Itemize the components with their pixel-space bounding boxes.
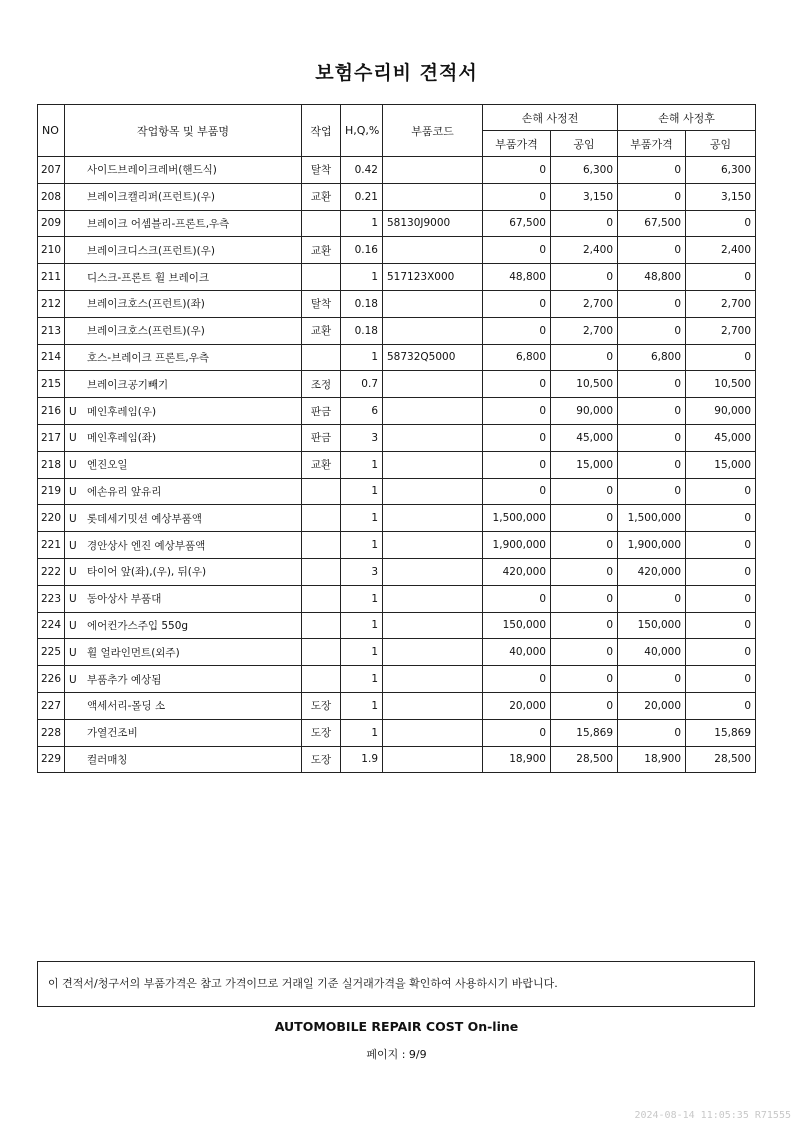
row-no: 223 [38, 585, 65, 612]
row-hq: 1 [341, 505, 383, 532]
row-before-labor: 0 [551, 692, 618, 719]
row-before-labor: 2,400 [551, 237, 618, 264]
row-no: 224 [38, 612, 65, 639]
row-hq: 1 [341, 344, 383, 371]
row-before-labor: 6,300 [551, 157, 618, 184]
row-u-flag: U [69, 405, 77, 418]
row-item-name [65, 344, 302, 371]
row-work [302, 612, 341, 639]
row-hq: 0.18 [341, 317, 383, 344]
row-before-part-price: 20,000 [483, 692, 551, 719]
row-item-name [65, 398, 302, 425]
row-after-labor: 0 [686, 478, 756, 505]
row-no: 208 [38, 183, 65, 210]
row-after-labor: 0 [686, 505, 756, 532]
row-before-part-price: 1,500,000 [483, 505, 551, 532]
row-u-flag: U [69, 673, 77, 686]
row-after-part-price: 0 [618, 451, 686, 478]
row-work [302, 210, 341, 237]
row-hq: 1 [341, 264, 383, 291]
row-after-part-price: 0 [618, 424, 686, 451]
row-after-part-price: 0 [618, 317, 686, 344]
row-part-code [383, 290, 483, 317]
row-item-name [65, 290, 302, 317]
row-item-name [65, 639, 302, 666]
row-after-labor: 0 [686, 666, 756, 693]
row-work: 조정 [302, 371, 341, 398]
row-work [302, 558, 341, 585]
row-part-code [383, 746, 483, 773]
row-item-name [65, 424, 302, 451]
table-row [38, 746, 756, 773]
row-before-labor: 10,500 [551, 371, 618, 398]
row-before-labor: 3,150 [551, 183, 618, 210]
row-before-part-price: 0 [483, 451, 551, 478]
row-after-labor: 0 [686, 532, 756, 559]
row-item-label: 부품추가 예상됨 [87, 673, 162, 686]
row-hq: 1.9 [341, 746, 383, 773]
row-u-flag: U [69, 619, 77, 632]
row-item-name [65, 210, 302, 237]
row-part-code: 58732Q5000 [383, 344, 483, 371]
row-before-part-price: 0 [483, 317, 551, 344]
row-after-part-price: 0 [618, 371, 686, 398]
row-before-labor: 0 [551, 585, 618, 612]
row-before-part-price: 0 [483, 157, 551, 184]
row-before-part-price: 6,800 [483, 344, 551, 371]
row-work [302, 505, 341, 532]
row-before-labor: 0 [551, 532, 618, 559]
row-after-labor: 0 [686, 264, 756, 291]
footer-brand: AUTOMOBILE REPAIR COST On-line [274, 1019, 519, 1034]
row-after-part-price: 6,800 [618, 344, 686, 371]
row-u-flag: U [69, 432, 77, 445]
row-before-labor: 2,700 [551, 317, 618, 344]
header-after-labor: 공임 [686, 131, 756, 157]
row-item-label: 브레이크캘리퍼(프런트)(우) [87, 191, 215, 204]
row-item-label: 타이어 앞(좌),(우), 뒤(우) [87, 566, 207, 579]
row-after-labor: 15,000 [686, 451, 756, 478]
row-before-labor: 0 [551, 666, 618, 693]
row-after-part-price: 0 [618, 585, 686, 612]
row-after-labor: 0 [686, 612, 756, 639]
row-u-flag: U [69, 566, 77, 579]
row-hq: 0.21 [341, 183, 383, 210]
row-hq: 1 [341, 719, 383, 746]
row-after-part-price: 20,000 [618, 692, 686, 719]
row-before-part-price: 0 [483, 290, 551, 317]
header-hq: H,Q,% [341, 105, 383, 157]
row-after-part-price: 0 [618, 157, 686, 184]
table-row [38, 478, 756, 505]
header-before-adjust: 손해 사정전 [483, 105, 618, 131]
row-before-part-price: 420,000 [483, 558, 551, 585]
row-after-part-price: 67,500 [618, 210, 686, 237]
row-work [302, 344, 341, 371]
row-item-label: 브레이크공기빼기 [87, 378, 169, 391]
table-row [38, 558, 756, 585]
row-part-code [383, 157, 483, 184]
row-before-labor: 90,000 [551, 398, 618, 425]
row-part-code: 517123X000 [383, 264, 483, 291]
page-number: 페이지 : 9/9 [366, 1048, 427, 1061]
row-work [302, 264, 341, 291]
row-part-code [383, 371, 483, 398]
row-hq: 1 [341, 612, 383, 639]
row-hq: 0.7 [341, 371, 383, 398]
header-after-adjust: 손해 사정후 [618, 105, 756, 131]
table-row [38, 639, 756, 666]
table-row [38, 344, 756, 371]
row-u-flag: U [69, 512, 77, 525]
row-item-label: 동아상사 부품대 [87, 593, 162, 606]
row-before-labor: 0 [551, 344, 618, 371]
price-notice: 이 견적서/청구서의 부품가격은 참고 가격이므로 거래일 기준 실거래가격을 확인하여 사용하시기 바랍니다. [37, 961, 755, 1007]
row-item-label: 브레이크 어셈블리-프론트,우측 [87, 217, 230, 230]
row-no: 209 [38, 210, 65, 237]
row-item-label: 메인후레임(우) [87, 405, 157, 418]
row-before-part-price: 0 [483, 666, 551, 693]
row-u-flag: U [69, 539, 77, 552]
row-before-part-price: 48,800 [483, 264, 551, 291]
row-item-name [65, 692, 302, 719]
row-work: 교환 [302, 451, 341, 478]
row-hq: 1 [341, 478, 383, 505]
row-after-part-price: 48,800 [618, 264, 686, 291]
row-item-name [65, 478, 302, 505]
row-item-label: 디스크-프론트 휠 브레이크 [87, 271, 210, 284]
row-work [302, 639, 341, 666]
row-no: 222 [38, 558, 65, 585]
row-hq: 3 [341, 424, 383, 451]
row-work [302, 666, 341, 693]
row-part-code [383, 505, 483, 532]
row-before-part-price: 0 [483, 719, 551, 746]
row-before-labor: 0 [551, 612, 618, 639]
row-hq: 1 [341, 666, 383, 693]
row-before-labor: 28,500 [551, 746, 618, 773]
table-row [38, 424, 756, 451]
row-after-labor: 2,700 [686, 317, 756, 344]
row-before-part-price: 0 [483, 585, 551, 612]
row-item-name [65, 746, 302, 773]
row-item-label: 액세서리-몰딩 소 [87, 700, 166, 713]
row-part-code [383, 398, 483, 425]
row-after-part-price: 420,000 [618, 558, 686, 585]
row-after-labor: 0 [686, 585, 756, 612]
row-item-name [65, 237, 302, 264]
row-item-label: 엔진오일 [87, 459, 128, 472]
print-timestamp: 2024-08-14 11:05:35 R71555 [634, 1110, 791, 1121]
row-no: 220 [38, 505, 65, 532]
row-part-code [383, 532, 483, 559]
row-work: 판금 [302, 398, 341, 425]
row-hq: 1 [341, 585, 383, 612]
row-work: 교환 [302, 183, 341, 210]
row-no: 218 [38, 451, 65, 478]
row-item-label: 경안상사 엔진 예상부품액 [87, 539, 206, 552]
header-no: NO [38, 105, 65, 157]
row-hq: 1 [341, 639, 383, 666]
table-row [38, 585, 756, 612]
row-before-labor: 2,700 [551, 290, 618, 317]
row-hq: 1 [341, 451, 383, 478]
row-item-name [65, 666, 302, 693]
row-item-label: 사이드브레이크레버(핸드식) [87, 164, 217, 177]
row-work: 교환 [302, 237, 341, 264]
table-row [38, 237, 756, 264]
table-row [38, 451, 756, 478]
document-title: 보험수리비 견적서 [315, 62, 478, 84]
row-after-labor: 2,400 [686, 237, 756, 264]
row-after-part-price: 0 [618, 398, 686, 425]
row-after-part-price: 0 [618, 719, 686, 746]
row-before-part-price: 0 [483, 237, 551, 264]
row-work: 도장 [302, 692, 341, 719]
row-no: 215 [38, 371, 65, 398]
row-part-code [383, 451, 483, 478]
row-no: 226 [38, 666, 65, 693]
row-after-part-price: 0 [618, 183, 686, 210]
table-row [38, 398, 756, 425]
row-after-part-price: 18,900 [618, 746, 686, 773]
row-after-part-price: 1,500,000 [618, 505, 686, 532]
row-after-labor: 3,150 [686, 183, 756, 210]
row-after-part-price: 0 [618, 666, 686, 693]
row-work: 도장 [302, 719, 341, 746]
table-row [38, 532, 756, 559]
row-no: 227 [38, 692, 65, 719]
row-after-labor: 45,000 [686, 424, 756, 451]
row-before-labor: 0 [551, 478, 618, 505]
row-item-name [65, 558, 302, 585]
row-work [302, 478, 341, 505]
row-part-code [383, 424, 483, 451]
row-u-flag: U [69, 459, 77, 472]
row-no: 225 [38, 639, 65, 666]
row-hq: 1 [341, 532, 383, 559]
row-item-name [65, 612, 302, 639]
row-item-name [65, 719, 302, 746]
row-after-labor: 0 [686, 210, 756, 237]
row-after-labor: 10,500 [686, 371, 756, 398]
row-hq: 1 [341, 692, 383, 719]
row-item-label: 호스-브레이크 프론트,우측 [87, 351, 210, 364]
table-row [38, 692, 756, 719]
row-work: 도장 [302, 746, 341, 773]
row-no: 213 [38, 317, 65, 344]
row-after-labor: 0 [686, 692, 756, 719]
row-after-part-price: 1,900,000 [618, 532, 686, 559]
row-work: 교환 [302, 317, 341, 344]
header-before-labor: 공임 [551, 131, 618, 157]
row-hq: 1 [341, 210, 383, 237]
row-part-code [383, 558, 483, 585]
row-before-part-price: 0 [483, 398, 551, 425]
row-item-label: 브레이크디스크(프런트)(우) [87, 244, 215, 257]
row-work: 탈착 [302, 157, 341, 184]
row-before-labor: 15,869 [551, 719, 618, 746]
row-before-part-price: 0 [483, 183, 551, 210]
header-code: 부품코드 [383, 105, 483, 157]
row-before-part-price: 18,900 [483, 746, 551, 773]
row-before-labor: 45,000 [551, 424, 618, 451]
row-work [302, 585, 341, 612]
row-before-part-price: 0 [483, 424, 551, 451]
row-before-part-price: 150,000 [483, 612, 551, 639]
table-row [38, 183, 756, 210]
row-no: 219 [38, 478, 65, 505]
row-item-label: 브레이크호스(프런트)(우) [87, 325, 205, 338]
row-part-code [383, 639, 483, 666]
row-item-label: 메인후레임(좌) [87, 432, 157, 445]
row-no: 229 [38, 746, 65, 773]
row-no: 228 [38, 719, 65, 746]
table-row [38, 666, 756, 693]
table-row [38, 505, 756, 532]
table-row [38, 157, 756, 184]
row-u-flag: U [69, 593, 77, 606]
header-item: 작업항목 및 부품명 [65, 105, 302, 157]
row-after-part-price: 40,000 [618, 639, 686, 666]
row-no: 216 [38, 398, 65, 425]
header-work: 작업 [302, 105, 341, 157]
row-part-code [383, 719, 483, 746]
table-row [38, 210, 756, 237]
row-no: 217 [38, 424, 65, 451]
row-part-code [383, 237, 483, 264]
row-item-label: 브레이크호스(프런트)(좌) [87, 298, 205, 311]
row-item-label: 휠 얼라인먼트(외주) [87, 646, 180, 659]
row-part-code [383, 585, 483, 612]
row-hq: 0.42 [341, 157, 383, 184]
row-after-labor: 0 [686, 558, 756, 585]
row-hq: 3 [341, 558, 383, 585]
table-row [38, 317, 756, 344]
header-before-part-price: 부품가격 [483, 131, 551, 157]
row-item-name [65, 371, 302, 398]
row-hq: 0.18 [341, 290, 383, 317]
table-body [38, 157, 756, 773]
row-hq: 0.16 [341, 237, 383, 264]
row-before-part-price: 0 [483, 478, 551, 505]
row-part-code: 58130J9000 [383, 210, 483, 237]
row-after-labor: 6,300 [686, 157, 756, 184]
row-before-labor: 0 [551, 264, 618, 291]
row-item-name [65, 157, 302, 184]
table-row [38, 264, 756, 291]
row-before-labor: 0 [551, 505, 618, 532]
row-part-code [383, 666, 483, 693]
row-work: 판금 [302, 424, 341, 451]
row-before-labor: 0 [551, 210, 618, 237]
row-no: 211 [38, 264, 65, 291]
row-after-labor: 15,869 [686, 719, 756, 746]
row-item-label: 에손유리 앞유리 [87, 485, 162, 498]
row-part-code [383, 692, 483, 719]
row-item-name [65, 264, 302, 291]
row-after-part-price: 0 [618, 237, 686, 264]
row-after-labor: 0 [686, 344, 756, 371]
row-after-part-price: 150,000 [618, 612, 686, 639]
row-item-label: 에어컨가스주입 550g [87, 619, 189, 632]
row-work [302, 532, 341, 559]
table-row [38, 612, 756, 639]
row-before-part-price: 1,900,000 [483, 532, 551, 559]
row-hq: 6 [341, 398, 383, 425]
row-before-labor: 15,000 [551, 451, 618, 478]
row-item-name [65, 505, 302, 532]
table-row [38, 719, 756, 746]
row-no: 221 [38, 532, 65, 559]
table-header [38, 105, 756, 157]
row-before-part-price: 67,500 [483, 210, 551, 237]
row-after-labor: 0 [686, 639, 756, 666]
row-after-labor: 2,700 [686, 290, 756, 317]
row-before-part-price: 0 [483, 371, 551, 398]
row-before-part-price: 40,000 [483, 639, 551, 666]
row-after-part-price: 0 [618, 290, 686, 317]
table-row [38, 371, 756, 398]
row-part-code [383, 317, 483, 344]
row-no: 214 [38, 344, 65, 371]
row-item-name [65, 532, 302, 559]
row-after-labor: 28,500 [686, 746, 756, 773]
row-part-code [383, 478, 483, 505]
row-no: 210 [38, 237, 65, 264]
row-item-label: 롯데세기밋션 예상부품액 [87, 512, 202, 525]
row-item-label: 가열건조비 [87, 727, 138, 740]
row-after-part-price: 0 [618, 478, 686, 505]
row-u-flag: U [69, 646, 77, 659]
row-item-name [65, 317, 302, 344]
row-no: 212 [38, 290, 65, 317]
row-item-name [65, 585, 302, 612]
row-after-labor: 90,000 [686, 398, 756, 425]
row-before-labor: 0 [551, 558, 618, 585]
row-part-code [383, 612, 483, 639]
row-work: 탈착 [302, 290, 341, 317]
table-row [38, 290, 756, 317]
header-after-part-price: 부품가격 [618, 131, 686, 157]
estimate-table [37, 104, 756, 773]
row-item-label: 컬러매칭 [87, 753, 128, 766]
row-item-name [65, 183, 302, 210]
row-item-name [65, 451, 302, 478]
row-u-flag: U [69, 485, 77, 498]
row-no: 207 [38, 157, 65, 184]
row-before-labor: 0 [551, 639, 618, 666]
row-part-code [383, 183, 483, 210]
